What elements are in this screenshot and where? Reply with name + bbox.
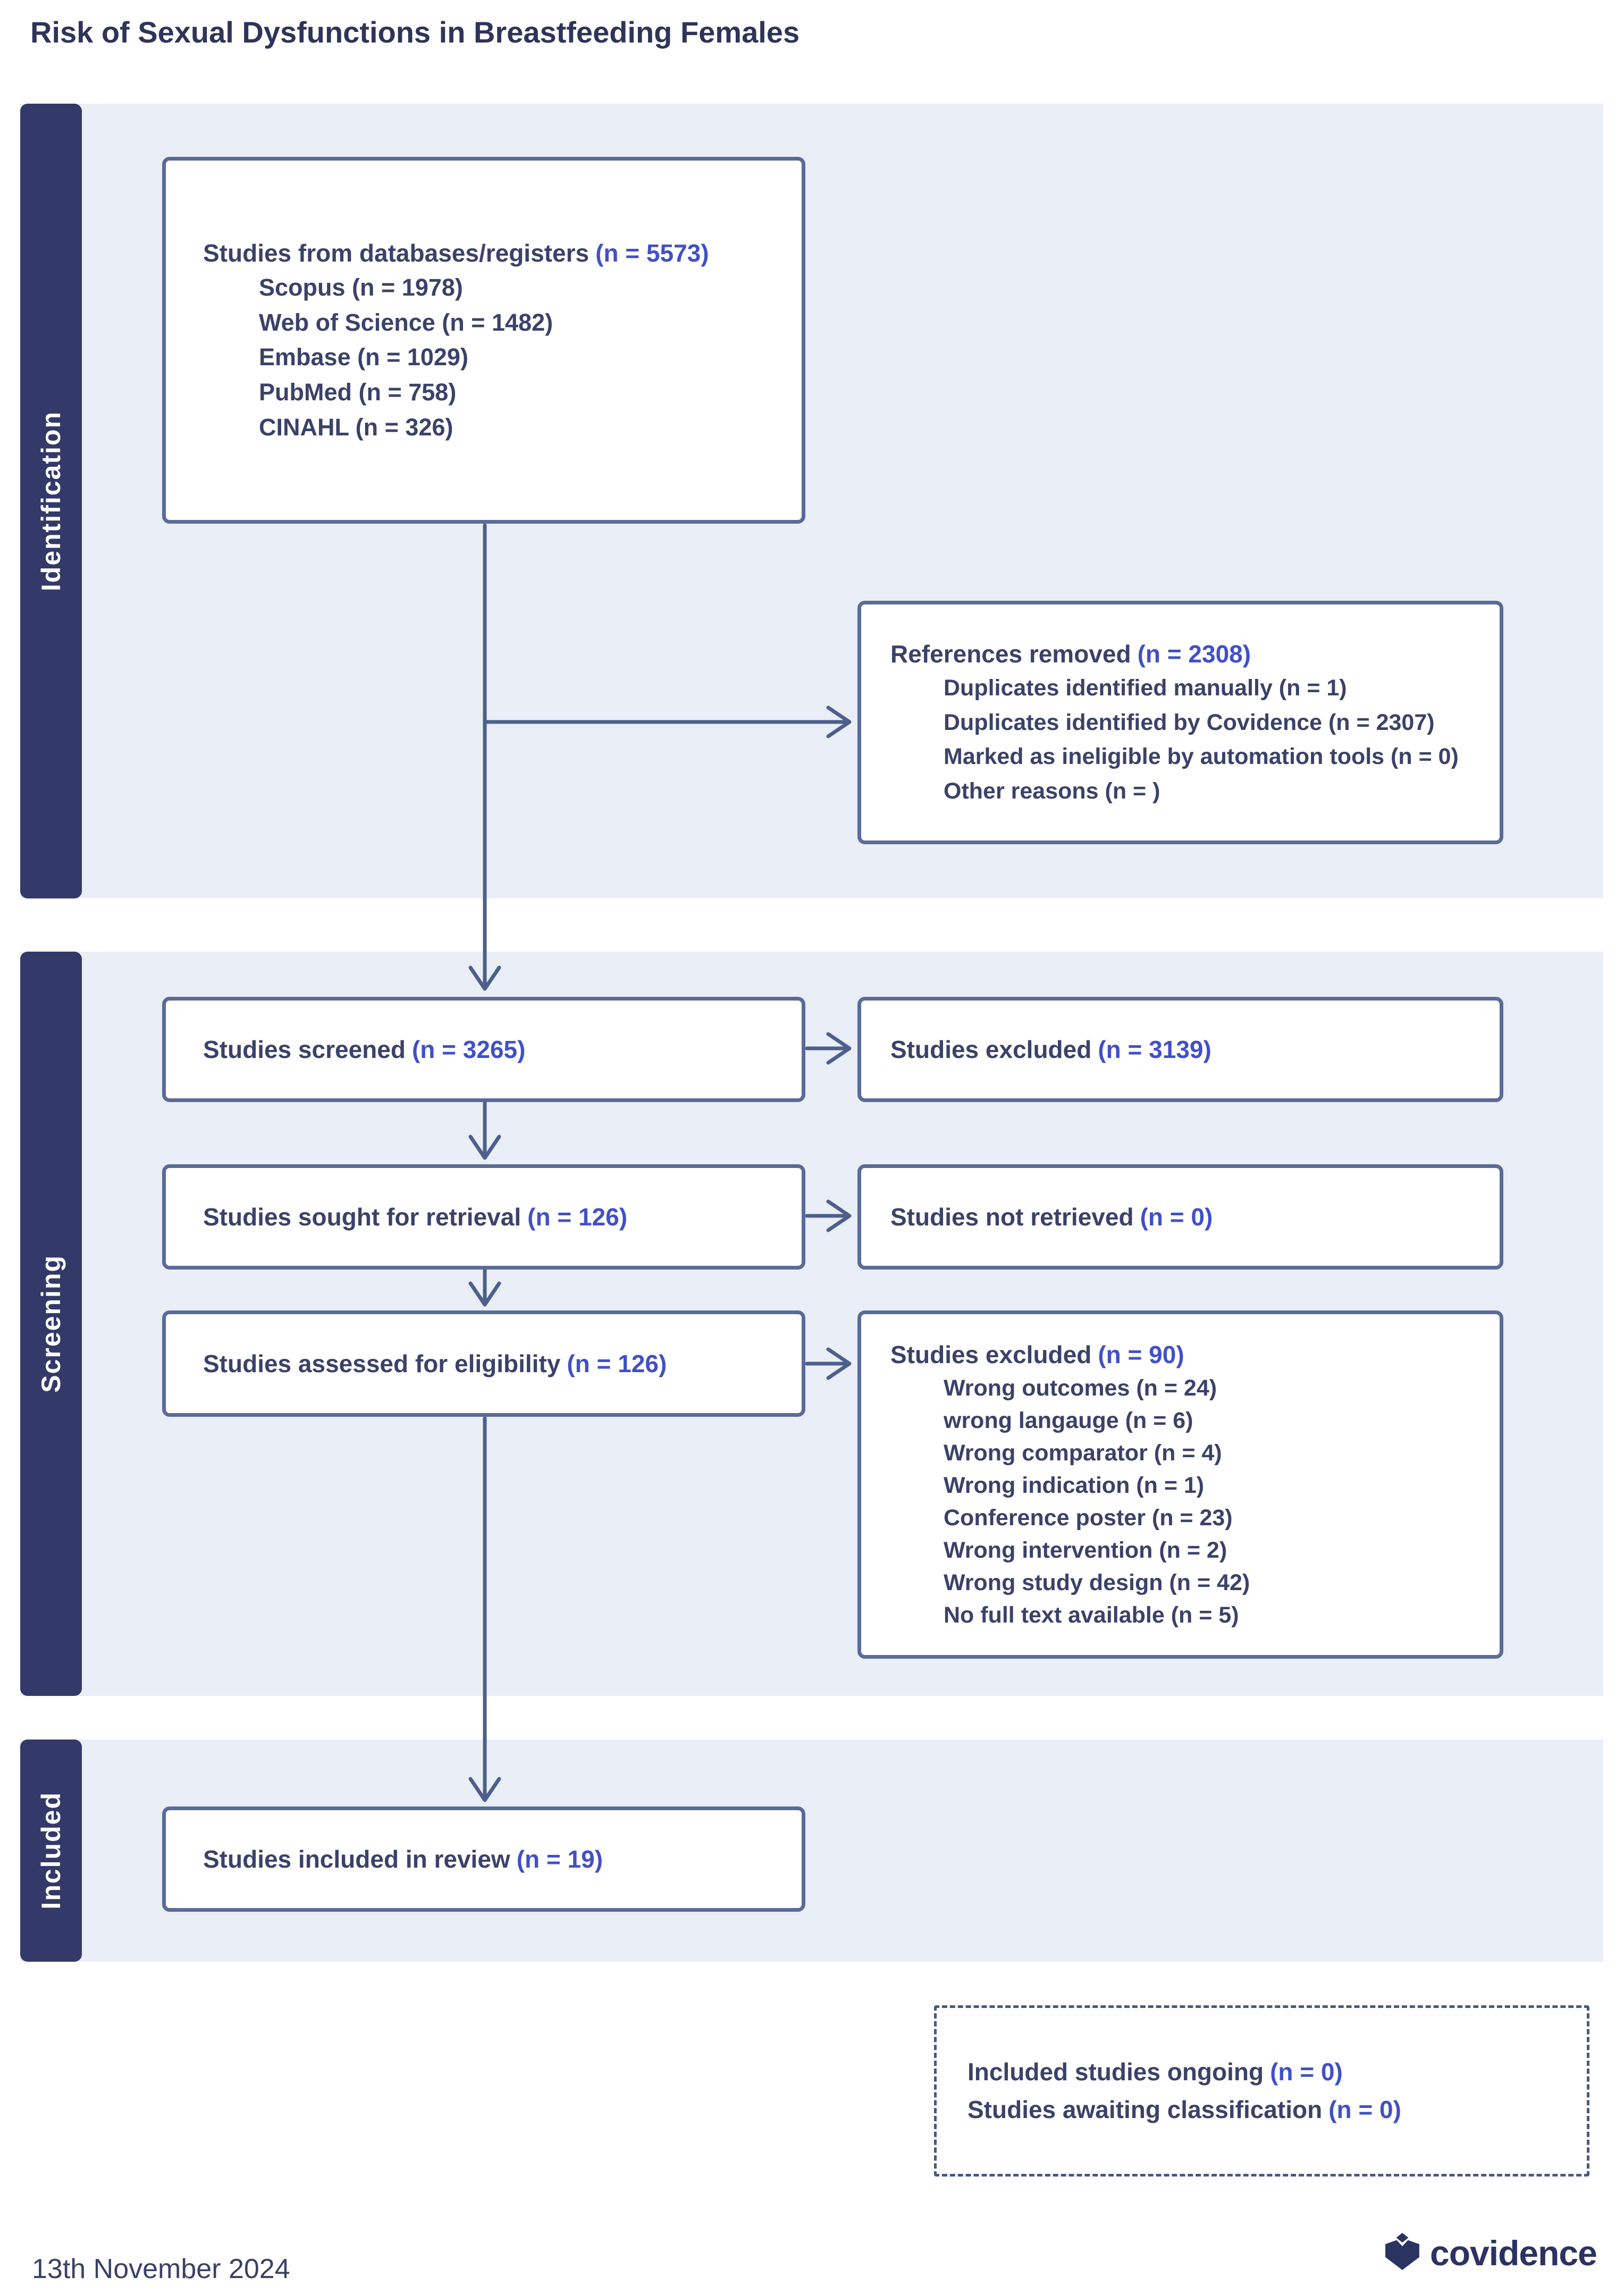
database-line: Scopus (n = 1978) — [259, 273, 463, 301]
exclusion-reason-line: Wrong outcomes (n = 24) — [944, 1375, 1217, 1401]
exclusion-reason-line: Wrong comparator (n = 4) — [944, 1440, 1222, 1466]
covidence-wordmark: covidence — [1430, 2233, 1597, 2273]
box-title-text: Studies assessed for eligibility — [203, 1349, 561, 1377]
box-title — [890, 1338, 1484, 1372]
exclusion-reason-line: Wrong indication (n = 1) — [944, 1472, 1205, 1498]
exclusion-reason-line: Conference poster (n = 23) — [944, 1505, 1233, 1531]
box-title-text: Studies from databases/registers — [203, 239, 590, 267]
export-date: 13th November 2024 — [32, 2254, 290, 2284]
box-title — [890, 1032, 1484, 1066]
box-studies-from-databases — [162, 157, 805, 524]
included-label: Included — [36, 1792, 66, 1910]
reason-line: Marked as ineligible by automation tools (n = 0) — [944, 744, 1459, 770]
box-studies-excluded-screening — [857, 997, 1503, 1102]
box-count: (n = 0) — [1328, 2096, 1401, 2123]
box-count: (n = 126) — [567, 1349, 667, 1377]
box-title-text: Studies excluded — [890, 1341, 1092, 1369]
box-title-text: Studies screened — [203, 1035, 406, 1063]
box-title — [203, 236, 780, 270]
box-count: (n = 0) — [1140, 1203, 1213, 1231]
box-count: (n = 3265) — [411, 1035, 526, 1063]
exclusion-reason-line: Wrong intervention (n = 2) — [944, 1537, 1227, 1563]
box-studies-screened — [162, 997, 805, 1102]
identification-sidebar — [20, 104, 82, 898]
exclusion-reason-line: wrong langauge (n = 6) — [944, 1407, 1193, 1433]
screening-label: Screening — [36, 1255, 66, 1393]
box-title — [203, 1032, 786, 1066]
box-ongoing-awaiting — [934, 2005, 1589, 2177]
awaiting-line — [967, 2091, 1571, 2129]
box-count: (n = 2308) — [1137, 640, 1251, 668]
box-title-text: Studies not retrieved — [890, 1203, 1134, 1231]
reason-line: Other reasons (n = ) — [944, 778, 1160, 804]
box-title-text: References removed — [890, 640, 1131, 668]
box-studies-assessed-eligibility — [162, 1310, 805, 1417]
awaiting-line-text: Studies awaiting classification — [967, 2096, 1323, 2123]
box-title-text: Studies excluded — [890, 1035, 1092, 1063]
database-line: Web of Science (n = 1482) — [259, 308, 553, 336]
box-count: (n = 0) — [1270, 2057, 1343, 2086]
reason-line: Duplicates identified by Covidence (n = 2307) — [944, 709, 1435, 735]
box-studies-not-retrieved — [857, 1164, 1503, 1270]
exclusion-reason-line: Wrong study design (n = 42) — [944, 1569, 1250, 1595]
box-studies-excluded-eligibility — [857, 1310, 1503, 1659]
box-count: (n = 5573) — [595, 239, 709, 267]
ongoing-line — [967, 2053, 1571, 2091]
box-count: (n = 3139) — [1098, 1035, 1211, 1063]
box-count: (n = 90) — [1098, 1341, 1184, 1369]
box-count: (n = 126) — [527, 1203, 628, 1231]
box-title — [890, 637, 1484, 671]
screening-sidebar — [20, 952, 82, 1696]
database-line: PubMed (n = 758) — [259, 379, 457, 406]
database-line: CINAHL (n = 326) — [259, 413, 453, 441]
included-sidebar — [20, 1740, 82, 1962]
exclusion-reason-line: No full text available (n = 5) — [944, 1602, 1239, 1628]
covidence-logo — [1382, 2232, 1597, 2274]
box-title — [203, 1842, 786, 1876]
identification-label: Identification — [36, 410, 66, 592]
box-studies-included-review — [162, 1806, 805, 1912]
box-title-text: Studies included in review — [203, 1845, 510, 1873]
ongoing-line-text: Included studies ongoing — [967, 2057, 1264, 2086]
covidence-logo-icon — [1382, 2232, 1423, 2274]
page-title: Risk of Sexual Dysfunctions in Breastfeeding Females — [30, 15, 800, 49]
reason-line: Duplicates identified manually (n = 1) — [944, 675, 1347, 701]
box-title — [203, 1200, 786, 1234]
box-studies-sought-retrieval — [162, 1164, 805, 1270]
box-title — [890, 1200, 1484, 1234]
box-title — [203, 1347, 786, 1381]
box-count: (n = 19) — [516, 1845, 603, 1873]
database-line: Embase (n = 1029) — [259, 343, 468, 371]
box-title-text: Studies sought for retrieval — [203, 1203, 521, 1231]
box-references-removed — [857, 601, 1503, 844]
